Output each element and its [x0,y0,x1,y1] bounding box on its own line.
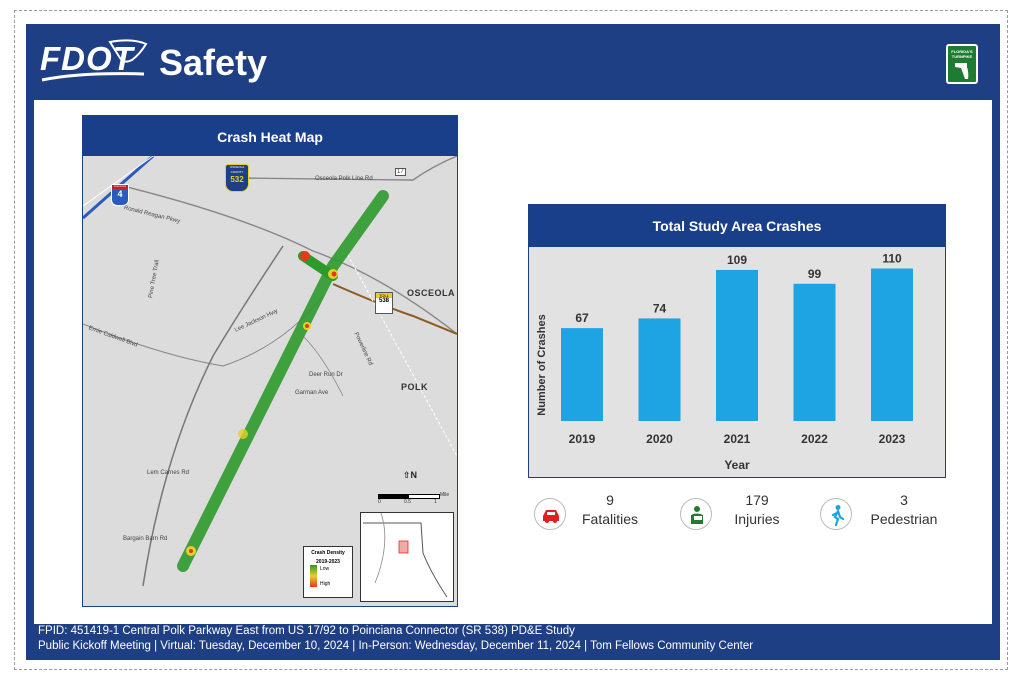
us17-shield-icon: 17 [397,169,404,175]
road-label: Garman Ave [295,390,329,396]
bar-2023 [871,269,913,421]
fdot-logo: FDOT [40,34,152,90]
road-label: Bargain Barn Rd [123,536,168,542]
bar-2022 [794,284,836,421]
stat-pedestrian: 3 Pedestrian [820,492,950,536]
page-title: Safety [159,42,268,83]
x-tick-label: 2019 [568,432,596,446]
footer [38,624,753,654]
x-axis-label: Year [724,458,750,472]
turnpike-logo: FLORIDA'S TURNPIKE [946,44,978,84]
bar-value-label: 110 [882,251,902,266]
heat-map[interactable] [83,156,457,606]
crash-density-legend: Crash Density 2019-2023 Low High [303,546,353,598]
county-label-osceola: OSCEOLA [407,288,456,298]
road-label: Powerline Rd [352,331,374,367]
county-label-polk: POLK [401,382,429,392]
chart-title: Total Study Area Crashes [529,205,945,247]
road-label: Osceola Polk Line Rd [315,176,373,182]
road-label: Pine Tree Trail [148,259,161,299]
content-area [34,100,992,624]
slide-board [26,24,1000,660]
bar-value-label: 74 [652,301,667,316]
bar-2019 [561,328,603,421]
x-tick-label: 2020 [646,432,673,446]
road-label: Ernie Caldwell Blvd [87,325,139,349]
bar-2020 [639,318,681,421]
y-axis-label: Number of Crashes [536,314,548,416]
bar-value-label: 109 [726,252,748,267]
sr538-toll-shield-icon: TOLL 538 [375,292,393,314]
road-label: Ronald Reagan Pkwy [123,205,181,225]
footer-project-line: FPID: 451419-1 Central Polk Parkway East from US 17/92 to Poinciana Connector (SR 538) PD&E Study [38,625,575,637]
inset-locator-map [360,512,454,602]
road-label: Lem Carnes Rd [147,470,190,476]
scale-bar: 0 0.5 1 Mile [378,492,450,505]
map-title: Crash Heat Map [83,116,457,156]
florida-icon [953,61,971,81]
crash-bar-chart [529,247,945,477]
crash-chart-panel [528,204,946,478]
bar-2021 [716,270,758,421]
north-arrow-icon: ⇧N [403,470,418,480]
footer-meeting-line: Public Kickoff Meeting | Virtual: Tuesday, December 10, 2024 | In-Person: Wednesday, December 11, 2024 | Tom Fellows Community Center [38,640,754,652]
x-tick-label: 2022 [801,432,828,446]
bar-value-label: 99 [807,266,822,281]
i4-shield-icon: INTERSTATE 4 [111,184,129,206]
stat-fatalities: 9 Fatalities [534,492,654,536]
crash-heat-map-panel [82,115,458,607]
road-label: Lee Jackson Hwy [233,308,280,334]
x-tick-label: 2021 [723,432,751,446]
car-icon [534,498,566,530]
sr532-shield-icon: OSCEOLA COUNTY 532 [225,164,249,192]
road-label: Deer Run Dr [309,372,343,378]
pedestrian-icon [820,498,852,530]
bar-value-label: 67 [575,311,589,326]
stat-injuries: 179 Injuries [680,492,800,536]
header-bar [26,24,1000,98]
injured-person-icon [680,498,712,530]
x-tick-label: 2023 [878,432,906,446]
